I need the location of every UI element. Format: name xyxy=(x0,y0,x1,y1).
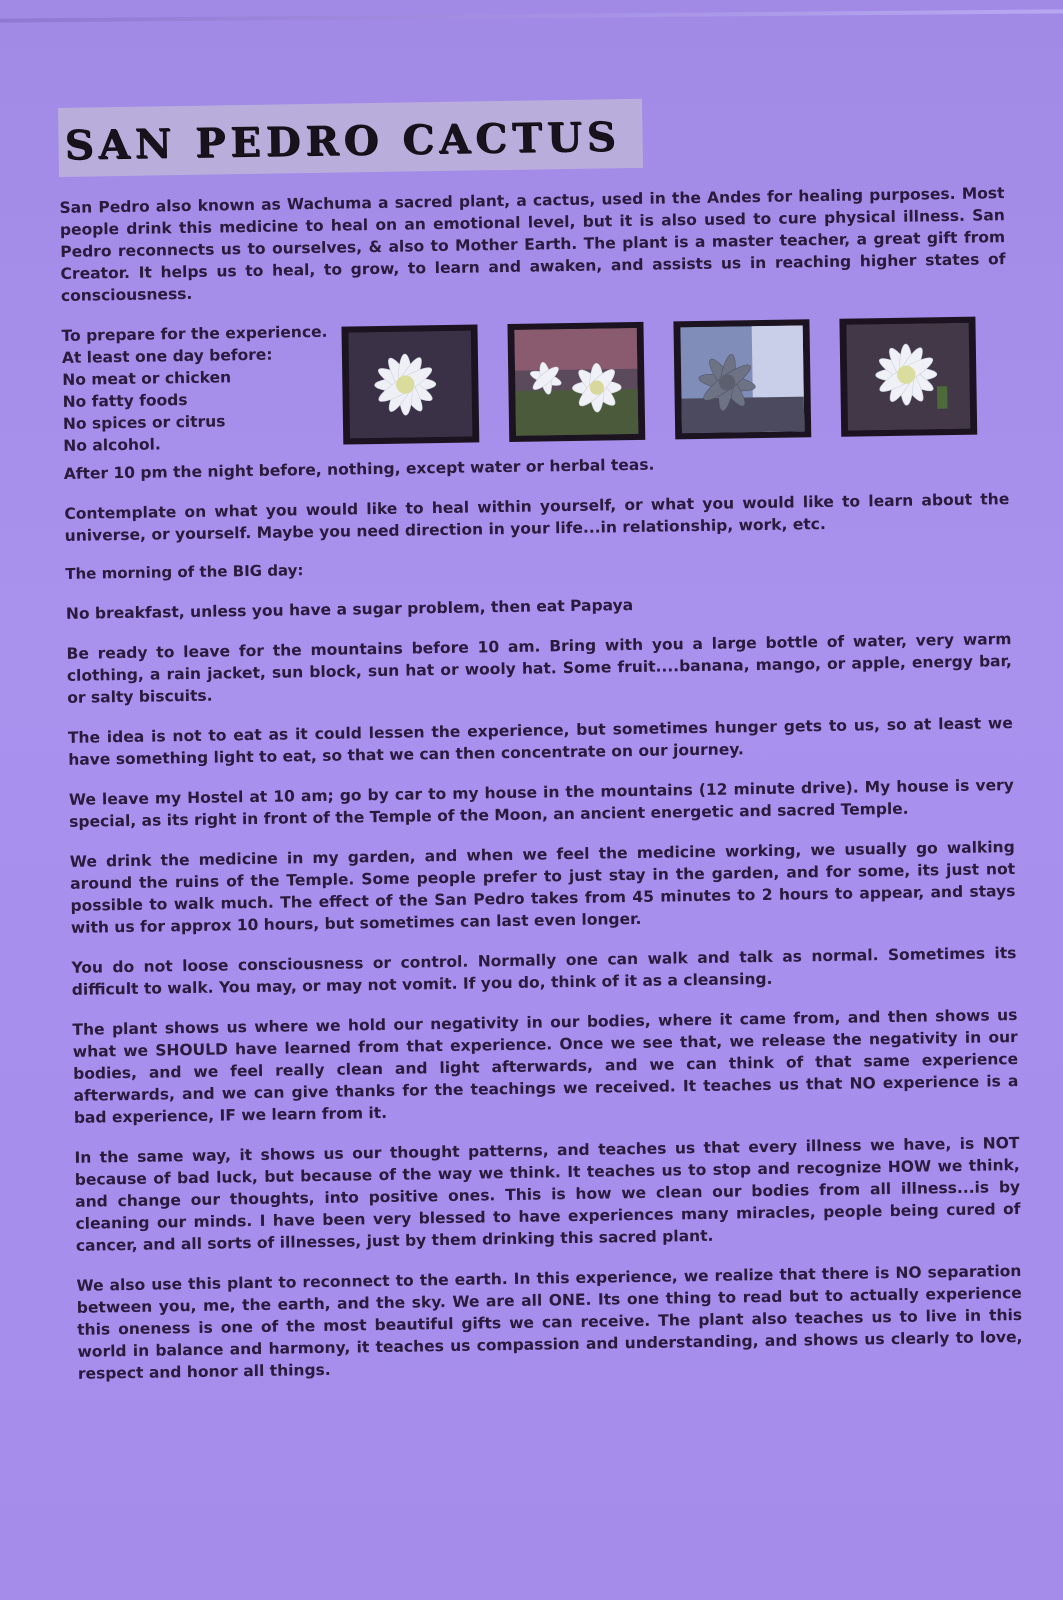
prep-line: No fatty foods xyxy=(62,391,188,411)
prep-line: To prepare for the experience. xyxy=(61,322,328,345)
morning-heading: The morning of the BIG day: xyxy=(65,561,304,583)
document-content xyxy=(58,93,1023,1403)
flower-photo-strip xyxy=(341,317,977,445)
garden-paragraph: We drink the medicine in my garden, and when we feel the medicine working, we usually go walking around the ruins of the Temple. Some people prefer to just stay in the garden, and for some, its just not possible to walk much. The effect of the San Pedro takes from 45 minutes to 2 hours to appear, and stays with us for approx 10 hours, but sometimes can last even longer. xyxy=(69,838,1016,937)
flower-photo-2 xyxy=(507,322,645,442)
breakfast-paragraph: No breakfast, unless you have a sugar problem, then eat Papaya xyxy=(65,596,634,623)
cactus-flower-icon xyxy=(348,331,474,439)
prep-line: No alcohol. xyxy=(63,435,161,455)
page-edge-line xyxy=(0,9,1063,22)
cactus-flower-icon xyxy=(846,323,972,431)
flower-photo-4 xyxy=(839,317,977,437)
prep-line: At least one day before: xyxy=(61,345,273,367)
flower-photo-1 xyxy=(341,324,479,444)
cactus-flower-icon xyxy=(680,325,806,433)
earth-paragraph: We also use this plant to reconnect to the earth. In this experience, we realize that there is NO separation between you, me, the earth, and the sky. We are all ONE. Its one thing to read but to actually experience this oneness is one of the most beautiful gifts we can receive. The plant also teaches us to live in this world in balance and harmony, it teaches us compassion and understanding, and shows us clearly to love, respect and honor all things. xyxy=(76,1262,1023,1383)
prep-line: No meat or chicken xyxy=(62,368,232,389)
thoughts-paragraph: In the same way, it shows us our thought patterns, and teaches us that every illness we have, is NOT because of bad luck, but because of the way we think. It teaches us to stop and recognize HOW we think, and change our thoughts, into positive ones. This is how we clean our bodies from all illness...is by cleaning our minds. I have been very blessed to have experiences many miracles, people being cured of cancer, and all sorts of illnesses, just by them drinking this sacred plant. xyxy=(74,1134,1021,1255)
cactus-flower-icon xyxy=(514,328,640,436)
preparation-section xyxy=(61,310,1008,457)
intro-paragraph: San Pedro also known as Wachuma a sacred plant, a cactus, used in the Andes for healing purposes. Most people drink this medicine to heal on an emotional level, but it is also used to cure physical illness. San Pedro reconnects us to ourselves, & also to Mother Earth. The plant is a master teacher, a great gift from Creator. It helps us to heal, to grow, to learn and awaken, and assists us in reaching higher states of consciousness. xyxy=(59,184,1006,305)
night-before-paragraph: After 10 pm the night before, nothing, except water or herbal teas. xyxy=(63,455,655,483)
hostel-paragraph: We leave my Hostel at 10 am; go by car to my house in the mountains (12 minute drive). My house is very special, as its right in front of the Temple of the Moon, an ancient energetic and sacred Temple. xyxy=(68,776,1014,831)
preparation-list xyxy=(61,320,353,457)
consciousness-paragraph: You do not loose consciousness or control. Normally one can walk and talk as normal. Sometimes its difficult to walk. You may, or may not vomit. If you do, think of it as a cleansing. xyxy=(71,944,1017,999)
negativity-paragraph: The plant shows us where we hold our negativity in our bodies, where it came from, and then shows us what we SHOULD have learned from that experience. Once we see that, we release the negativity in our bodies, and we feel really clean and light afterwards, and we can think of that same experience afterwards, and we can give thanks for the teachings we received. It teaches us that NO experience is a bad experience, IF we learn from it. xyxy=(72,1006,1019,1127)
contemplate-paragraph: Contemplate on what you would like to heal within yourself, or what you would like to learn about the universe, or yourself. Maybe you need direction in your life...in relationship, work, etc. xyxy=(64,490,1010,545)
page-title: SAN PEDRO CACTUS xyxy=(64,113,621,169)
prep-line: No spices or citrus xyxy=(62,412,226,433)
flower-photo-3 xyxy=(673,319,811,439)
title-banner xyxy=(58,99,643,177)
idea-paragraph: The idea is not to eat as it could lessen the experience, but sometimes hunger gets to us, so at least we have something light to eat, so that we can then concentrate on our journey. xyxy=(67,714,1013,769)
ready-paragraph: Be ready to leave for the mountains before 10 am. Bring with you a large bottle of water, very warm clothing, a rain jacket, sun block, sun hat or wooly hat. Some fruit....banana, mango, or apple, energy bar, or salty biscuits. xyxy=(66,630,1012,707)
